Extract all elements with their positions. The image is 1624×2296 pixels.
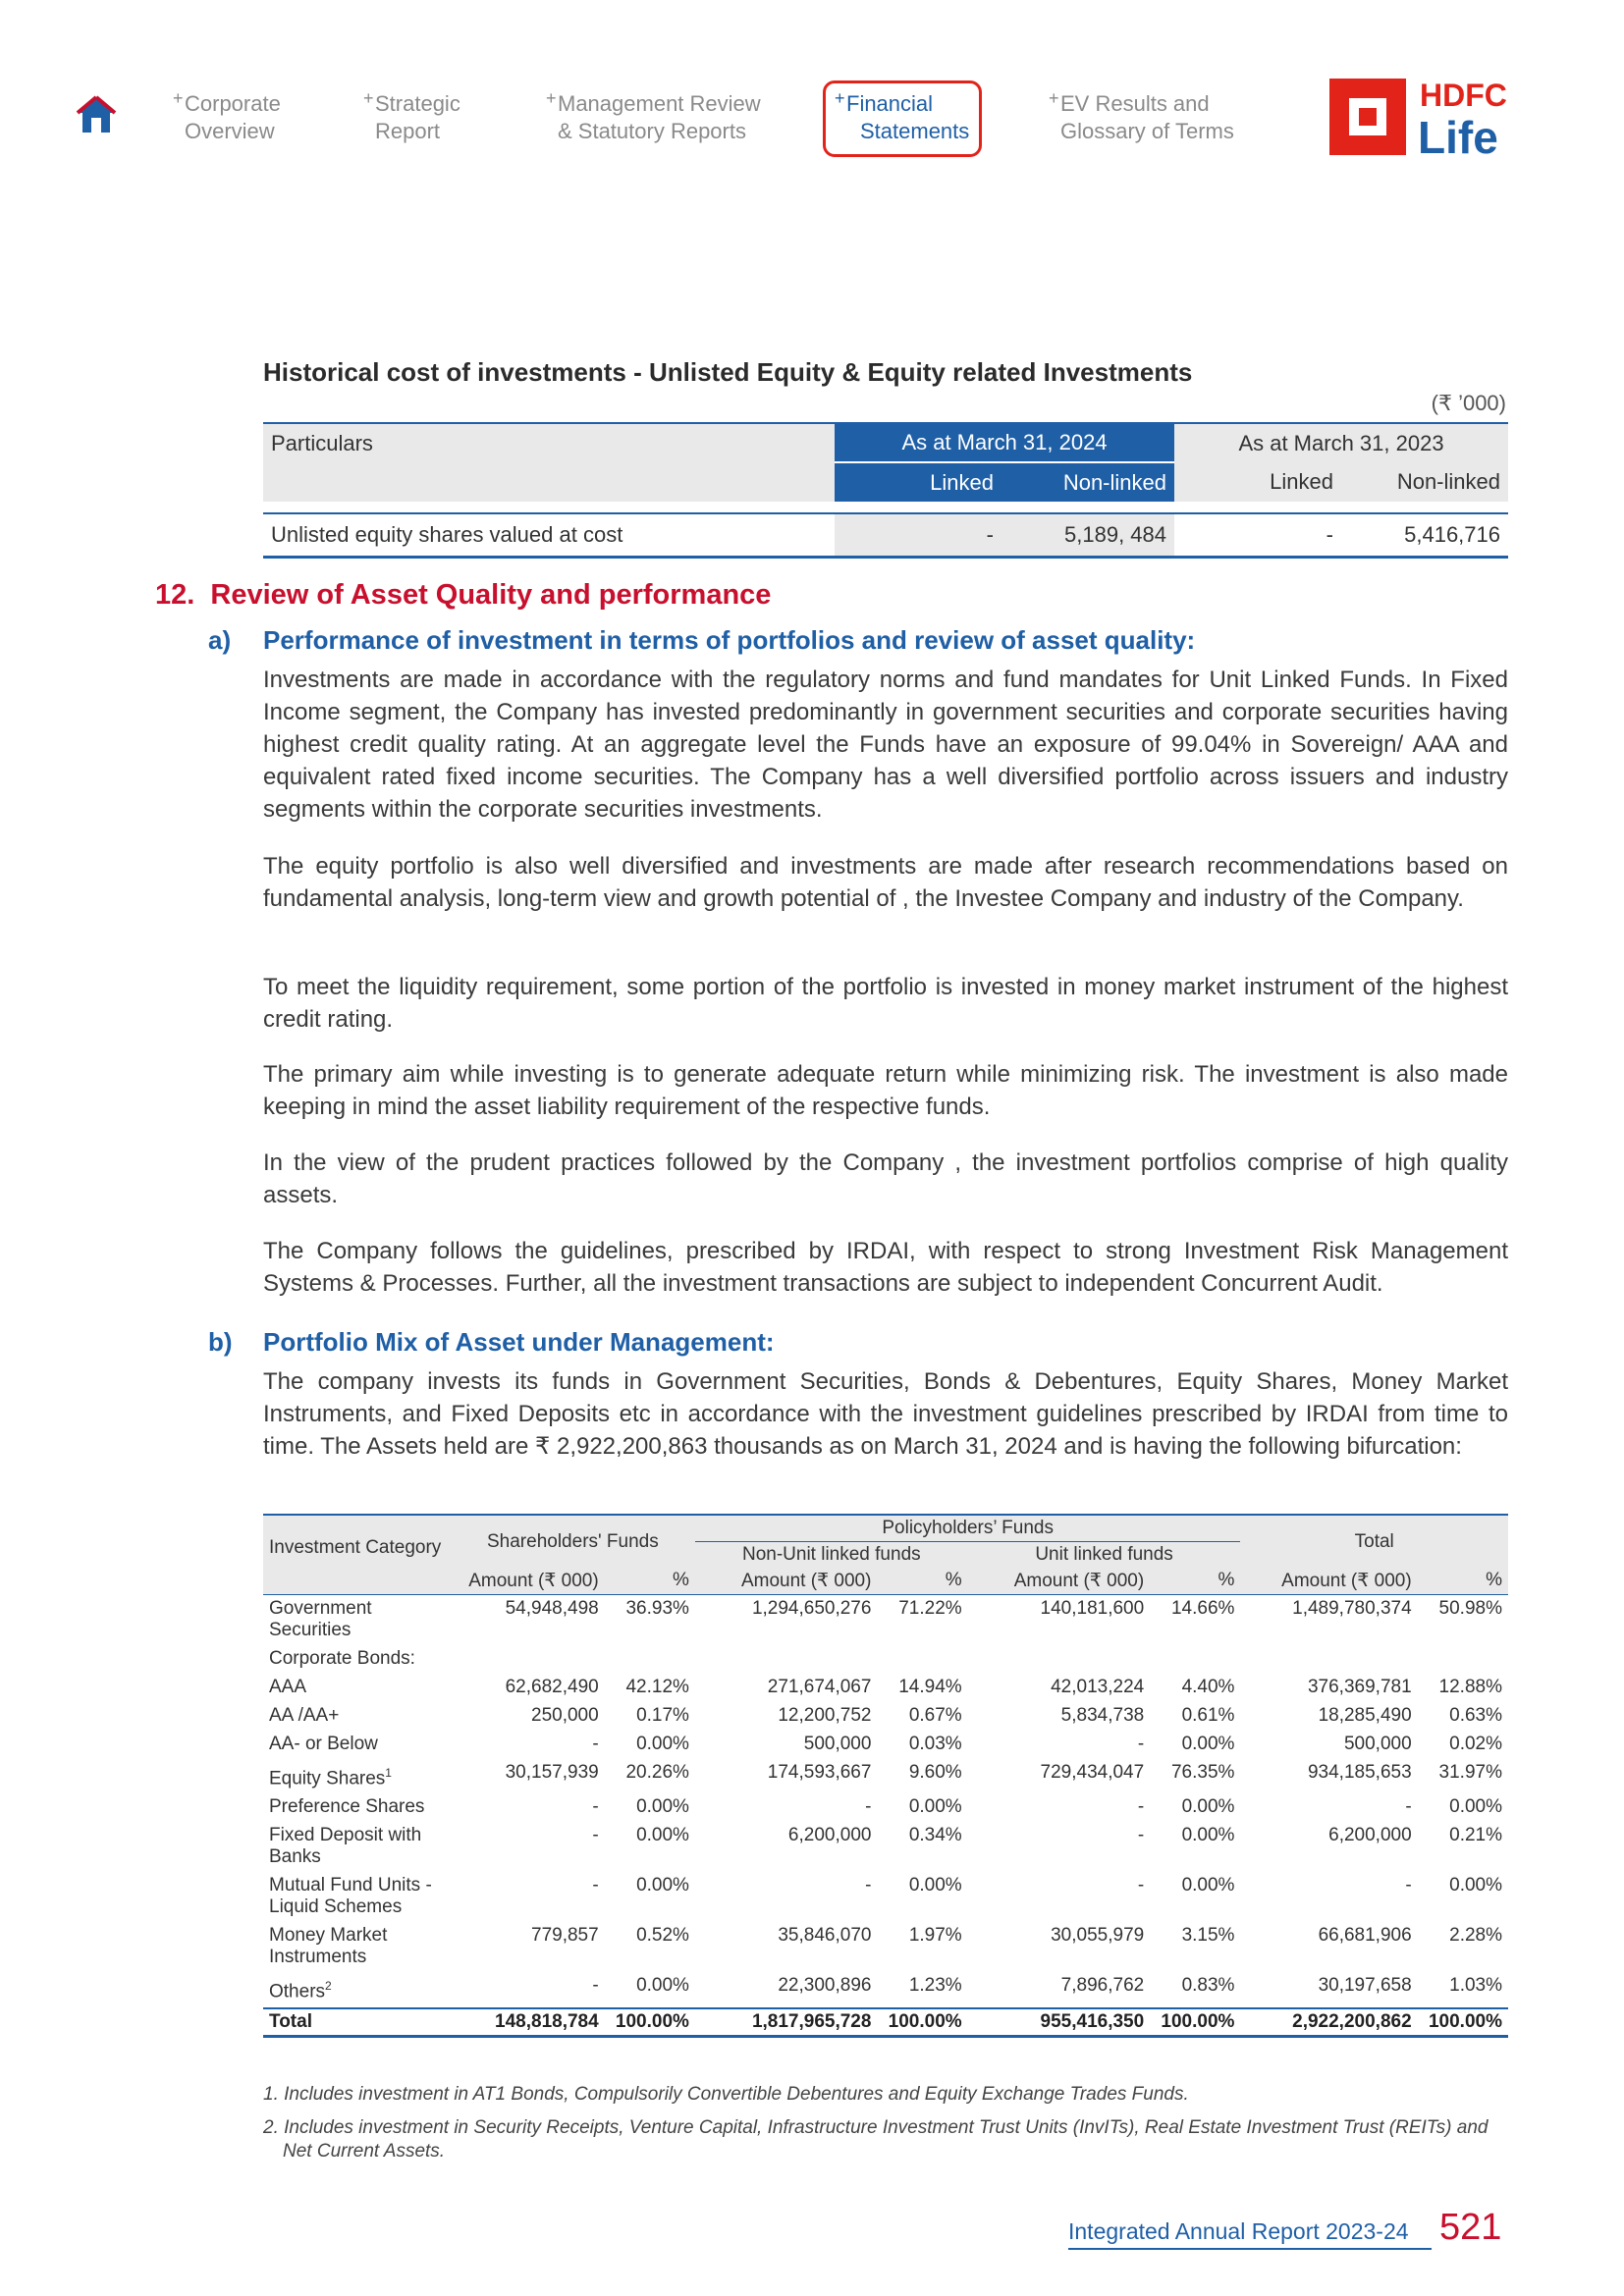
row-label-text: Government Securities <box>269 1598 372 1640</box>
cell: 0.61% <box>1181 1705 1235 1726</box>
cell: 0.34% <box>908 1825 962 1846</box>
cell: 18,285,490 <box>1318 1705 1412 1726</box>
col-period-2024: As at March 31, 2024 <box>835 423 1174 462</box>
page-number: 521 <box>1439 2207 1502 2248</box>
cell: 500,000 <box>803 1734 872 1754</box>
section-title: Review of Asset Quality and performance <box>210 579 772 611</box>
table-row <box>263 1793 1508 1822</box>
hdfc-life-logo <box>1326 73 1522 161</box>
col-nonlinked-2023: Non-linked <box>1341 462 1508 502</box>
row-label-text: AAA <box>269 1677 307 1697</box>
nav-label: Strategic <box>375 91 460 116</box>
cell: 5,189, 484 <box>1001 513 1174 557</box>
cell: 14.66% <box>1170 1598 1235 1619</box>
cell: 0.67% <box>908 1705 962 1726</box>
section-number: 12. <box>155 579 195 611</box>
cell: 955,416,350 <box>968 2008 1151 2037</box>
cell: 0.00% <box>636 1796 689 1818</box>
cell: 148,818,784 <box>451 2008 605 2037</box>
cell: - <box>865 1875 872 1896</box>
cell: - <box>835 513 1001 557</box>
table-row <box>263 1702 1508 1731</box>
spacer-row <box>263 502 1508 513</box>
cell <box>877 1645 967 1674</box>
cell: 54,948,498 <box>505 1598 599 1619</box>
cell <box>968 1645 1151 1674</box>
cell <box>605 1645 695 1674</box>
col-amount: Amount (₹ 000) <box>695 1568 878 1595</box>
cell: 22,300,896 <box>778 1975 872 1997</box>
cell: 271,674,067 <box>767 1677 872 1697</box>
cell: 0.00% <box>636 1975 689 1997</box>
col-amount: Amount (₹ 000) <box>968 1568 1151 1595</box>
table-row <box>263 1645 1508 1674</box>
row-label <box>263 1972 451 2007</box>
cell: - <box>1137 1734 1145 1754</box>
report-name: Integrated Annual Report 2023-24 <box>1068 2218 1409 2244</box>
col-amount: Amount (₹ 000) <box>1240 1568 1417 1595</box>
col-pct: % <box>605 1568 695 1595</box>
row-label <box>263 1822 451 1872</box>
table-row <box>263 1922 1508 1972</box>
row-label <box>263 1872 451 1922</box>
cell: 0.83% <box>1181 1975 1235 1997</box>
row-label: Total <box>263 2008 451 2037</box>
cell <box>1150 1645 1240 1674</box>
cell: 7,896,762 <box>1060 1975 1145 1997</box>
cell: 729,434,047 <box>1040 1762 1145 1783</box>
table-row <box>263 1822 1508 1872</box>
subsection-label: a) <box>208 625 232 655</box>
cell: 0.00% <box>908 1875 962 1896</box>
plus-icon: + <box>546 88 557 108</box>
cell: 42.12% <box>625 1677 689 1697</box>
cell: 50.98% <box>1438 1598 1502 1619</box>
cell: 0.00% <box>1181 1796 1235 1818</box>
row-label <box>263 1731 451 1759</box>
cell: 0.00% <box>1181 1875 1235 1896</box>
paragraph: Investments are made in accordance with the regulatory norms and fund mandates for Unit Linked Funds. In Fixed Income segment, the Company has invested predominantly in government securities and corporate securities having highest credit quality rating. At an aggregate level the Funds have an exposure of 99.04% in Sovereign/ AAA and equivalent rated fixed income securities. The Company has a well diversified portfolio across issuers and industry segments within the corporate securities investments. <box>263 667 1508 823</box>
cell: - <box>865 1796 872 1818</box>
cell: 250,000 <box>531 1705 599 1726</box>
col-nonlinked-2024: Non-linked <box>1001 462 1174 502</box>
table-row <box>263 1595 1508 1646</box>
row-label-text: Mutual Fund Units - Liquid Schemes <box>269 1875 432 1918</box>
top-navigation <box>0 0 1624 177</box>
cell: 100.00% <box>1418 2008 1508 2037</box>
cell: 0.63% <box>1449 1705 1502 1726</box>
table-row <box>263 1872 1508 1922</box>
footnote-2 <box>263 2116 1508 2163</box>
cell: 100.00% <box>877 2008 967 2037</box>
cell: 0.00% <box>636 1825 689 1846</box>
row-label <box>263 1595 451 1646</box>
cell <box>451 1645 605 1674</box>
cell: 500,000 <box>1343 1734 1412 1754</box>
cell: 0.03% <box>908 1734 962 1754</box>
table-row <box>263 1731 1508 1759</box>
nav-label: Management Review <box>558 91 761 116</box>
cell: 5,834,738 <box>1060 1705 1145 1726</box>
col-period-2023: As at March 31, 2023 <box>1174 423 1508 462</box>
row-label <box>263 1759 451 1793</box>
row-label <box>263 1922 451 1972</box>
cell: 1.03% <box>1449 1975 1502 1997</box>
footnote-ref: 1 <box>385 1766 392 1780</box>
cell: 9.60% <box>908 1762 962 1783</box>
row-label <box>263 1793 451 1822</box>
cell: 42,013,224 <box>1051 1677 1145 1697</box>
nav-label: Overview <box>185 119 275 143</box>
svg-text:HDFC: HDFC <box>1420 78 1507 113</box>
col-investment-category: Investment Category <box>263 1515 451 1568</box>
cell: - <box>1137 1796 1145 1818</box>
cell: 2,922,200,862 <box>1240 2008 1417 2037</box>
col-amount: Amount (₹ 000) <box>451 1568 605 1595</box>
cell: 100.00% <box>1150 2008 1240 2037</box>
col-pct: % <box>877 1568 967 1595</box>
cell: - <box>1174 513 1341 557</box>
cell: 100.00% <box>605 2008 695 2037</box>
paragraph: In the view of the prudent practices followed by the Company , the investment portfolios comprise of high quality assets. <box>263 1149 1508 1208</box>
plus-icon: + <box>835 88 845 108</box>
row-label <box>263 1645 451 1674</box>
footer-underline <box>1068 2248 1432 2250</box>
cell: 0.00% <box>908 1796 962 1818</box>
table-row <box>263 1972 1508 2007</box>
cell: 66,681,906 <box>1318 1925 1412 1947</box>
cell: 0.02% <box>1449 1734 1502 1754</box>
cell: 31.97% <box>1438 1762 1502 1783</box>
cell: 76.35% <box>1170 1762 1235 1783</box>
nav-label: EV Results and <box>1060 91 1210 116</box>
cell: - <box>592 1734 599 1754</box>
paragraph: To meet the liquidity requirement, some portion of the portfolio is invested in money market instrument of the highest credit rating. <box>263 974 1508 1033</box>
cell: - <box>592 1975 599 1997</box>
cell: 1,817,965,728 <box>695 2008 878 2037</box>
nav-label: Corporate <box>185 91 281 116</box>
cell: 0.00% <box>636 1734 689 1754</box>
nav-label: Glossary of Terms <box>1060 119 1234 143</box>
col-particulars: Particulars <box>263 423 835 462</box>
cell: 174,593,667 <box>767 1762 872 1783</box>
cell: 2.28% <box>1449 1925 1502 1947</box>
footnote-text: 1. Includes investment in AT1 Bonds, Compulsorily Convertible Debentures and Equity Exchange Trades Funds. <box>263 2084 1189 2105</box>
col-pct: % <box>1418 1568 1508 1595</box>
cell: - <box>592 1796 599 1818</box>
nav-strategic-report[interactable] <box>363 88 460 145</box>
table-row <box>263 1674 1508 1702</box>
row-label-text: Money Market Instruments <box>269 1925 388 1968</box>
cell: 35,846,070 <box>778 1925 872 1947</box>
cell: - <box>1137 1875 1145 1896</box>
cell: 0.00% <box>1181 1734 1235 1754</box>
cell: 934,185,653 <box>1307 1762 1412 1783</box>
cell: 5,416,716 <box>1341 513 1508 557</box>
cell: 0.21% <box>1449 1825 1502 1846</box>
cell: 1,294,650,276 <box>751 1598 872 1619</box>
total-row <box>263 2008 1508 2037</box>
spacer-cell <box>263 462 835 502</box>
row-label-text: Preference Shares <box>269 1796 425 1818</box>
nav-label: & Statutory Reports <box>558 119 746 143</box>
subsection-title: Portfolio Mix of Asset under Management: <box>263 1327 775 1357</box>
cell: 4.40% <box>1181 1677 1235 1697</box>
cell: 3.15% <box>1181 1925 1235 1947</box>
plus-icon: + <box>363 88 374 108</box>
cell: 30,055,979 <box>1051 1925 1145 1947</box>
cell <box>1240 1645 1417 1674</box>
nav-financial-statements[interactable] <box>835 88 970 145</box>
cell: - <box>592 1825 599 1846</box>
cell: 20.26% <box>625 1762 689 1783</box>
cell: - <box>1405 1796 1412 1818</box>
cell: 140,181,600 <box>1040 1598 1145 1619</box>
cell <box>695 1645 878 1674</box>
row-label-text: AA /AA+ <box>269 1705 340 1726</box>
col-unit-linked: Unit linked funds <box>968 1542 1241 1569</box>
cell: 30,197,658 <box>1318 1975 1412 1997</box>
footnote-1 <box>263 2083 1508 2107</box>
nav-management-review[interactable] <box>546 88 761 145</box>
cell: 0.00% <box>1181 1825 1235 1846</box>
cell: 779,857 <box>531 1925 599 1947</box>
cell: 0.17% <box>636 1705 689 1726</box>
cell: 71.22% <box>898 1598 962 1619</box>
table-row <box>263 1759 1508 1793</box>
row-label-text: Corporate Bonds: <box>269 1648 415 1669</box>
col-policyholders-funds: Policyholders’ Funds <box>695 1515 1241 1542</box>
cell: 6,200,000 <box>787 1825 872 1846</box>
cell: 1.23% <box>908 1975 962 1997</box>
cell: - <box>592 1875 599 1896</box>
row-label: Unlisted equity shares valued at cost <box>263 513 835 557</box>
section-heading <box>155 579 771 612</box>
cell <box>1418 1645 1508 1674</box>
subsection-label: b) <box>208 1327 233 1357</box>
subsection-b-heading <box>208 1327 775 1358</box>
cell: - <box>1405 1875 1412 1896</box>
table1-unit: (₹ ’000) <box>1431 391 1506 415</box>
home-icon[interactable] <box>75 94 118 135</box>
plus-icon: + <box>173 88 184 108</box>
col-non-unit-linked: Non-Unit linked funds <box>695 1542 968 1569</box>
table1-title: Historical cost of investments - Unlisted Equity & Equity related Investments <box>263 357 1193 387</box>
col-shareholders-funds: Shareholders' Funds <box>451 1515 695 1568</box>
paragraph: The company invests its funds in Government Securities, Bonds & Debentures, Equity Shares, Money Market Instruments, and Fixed Deposits etc in accordance with the investment guidelines prescribed by IRDAI from time to time. The Assets held are ₹ 2,922,200,863 thousands as on March 31, 2024 and is having the following bifurcation: <box>263 1368 1508 1460</box>
paragraph: The Company follows the guidelines, prescribed by IRDAI, with respect to strong Investment Risk Management Systems & Processes. Further, all the investment transactions are subject to independent Concurrent Audit. <box>263 1238 1508 1297</box>
nav-label: Report <box>375 119 441 143</box>
subsection-a-heading <box>208 625 1196 656</box>
cell: 12,200,752 <box>778 1705 872 1726</box>
row-label-text: Equity Shares <box>269 1768 386 1789</box>
col-linked-2024: Linked <box>835 462 1001 502</box>
nav-corporate-overview[interactable] <box>173 88 281 145</box>
cell: 6,200,000 <box>1328 1825 1412 1846</box>
col-pct: % <box>1150 1568 1240 1595</box>
footnote-ref: 2 <box>325 1979 332 1994</box>
col-linked-2023: Linked <box>1174 462 1341 502</box>
paragraph: The primary aim while investing is to generate adequate return while minimizing risk. The investment is also made keeping in mind the asset liability requirement of the respective funds. <box>263 1061 1508 1120</box>
row-label-text: Others <box>269 1981 326 2002</box>
spacer-cell <box>263 1568 451 1595</box>
row-label-text: AA- or Below <box>269 1734 378 1754</box>
svg-text:Life: Life <box>1418 112 1498 161</box>
row-label <box>263 1702 451 1731</box>
cell: 1.97% <box>908 1925 962 1947</box>
portfolio-mix-table <box>263 1514 1508 2038</box>
cell: 12.88% <box>1438 1677 1502 1697</box>
cell: - <box>1137 1825 1145 1846</box>
unlisted-equity-table <box>263 422 1508 559</box>
nav-label: Statements <box>860 119 970 143</box>
plus-icon: + <box>1049 88 1059 108</box>
cell: 1,489,780,374 <box>1292 1598 1412 1619</box>
row-label <box>263 1674 451 1702</box>
nav-ev-results[interactable] <box>1049 88 1234 145</box>
cell: 30,157,939 <box>505 1762 599 1783</box>
cell: 0.00% <box>1449 1796 1502 1818</box>
cell: 36.93% <box>625 1598 689 1619</box>
paragraph: The equity portfolio is also well diversified and investments are made after research recommendations based on fundamental analysis, long-term view and growth potential of , the Investee Company and industry of the Company. <box>263 853 1508 912</box>
subsection-title: Performance of investment in terms of portfolios and review of asset quality: <box>263 625 1196 655</box>
footnote-text: 2. Includes investment in Security Receipts, Venture Capital, Infrastructure Investment Trust Units (InvITs), Real Estate Investment Trust (REITs) and Net Current Assets. <box>263 2117 1489 2162</box>
cell: 14.94% <box>898 1677 962 1697</box>
table-row <box>263 513 1508 557</box>
nav-label: Financial <box>846 91 934 116</box>
cell: 376,369,781 <box>1307 1677 1412 1697</box>
row-label-text: Fixed Deposit with Banks <box>269 1825 422 1868</box>
cell: 62,682,490 <box>505 1677 599 1697</box>
cell: 0.00% <box>636 1875 689 1896</box>
col-total: Total <box>1240 1515 1508 1568</box>
cell: 0.52% <box>636 1925 689 1947</box>
cell: 0.00% <box>1449 1875 1502 1896</box>
